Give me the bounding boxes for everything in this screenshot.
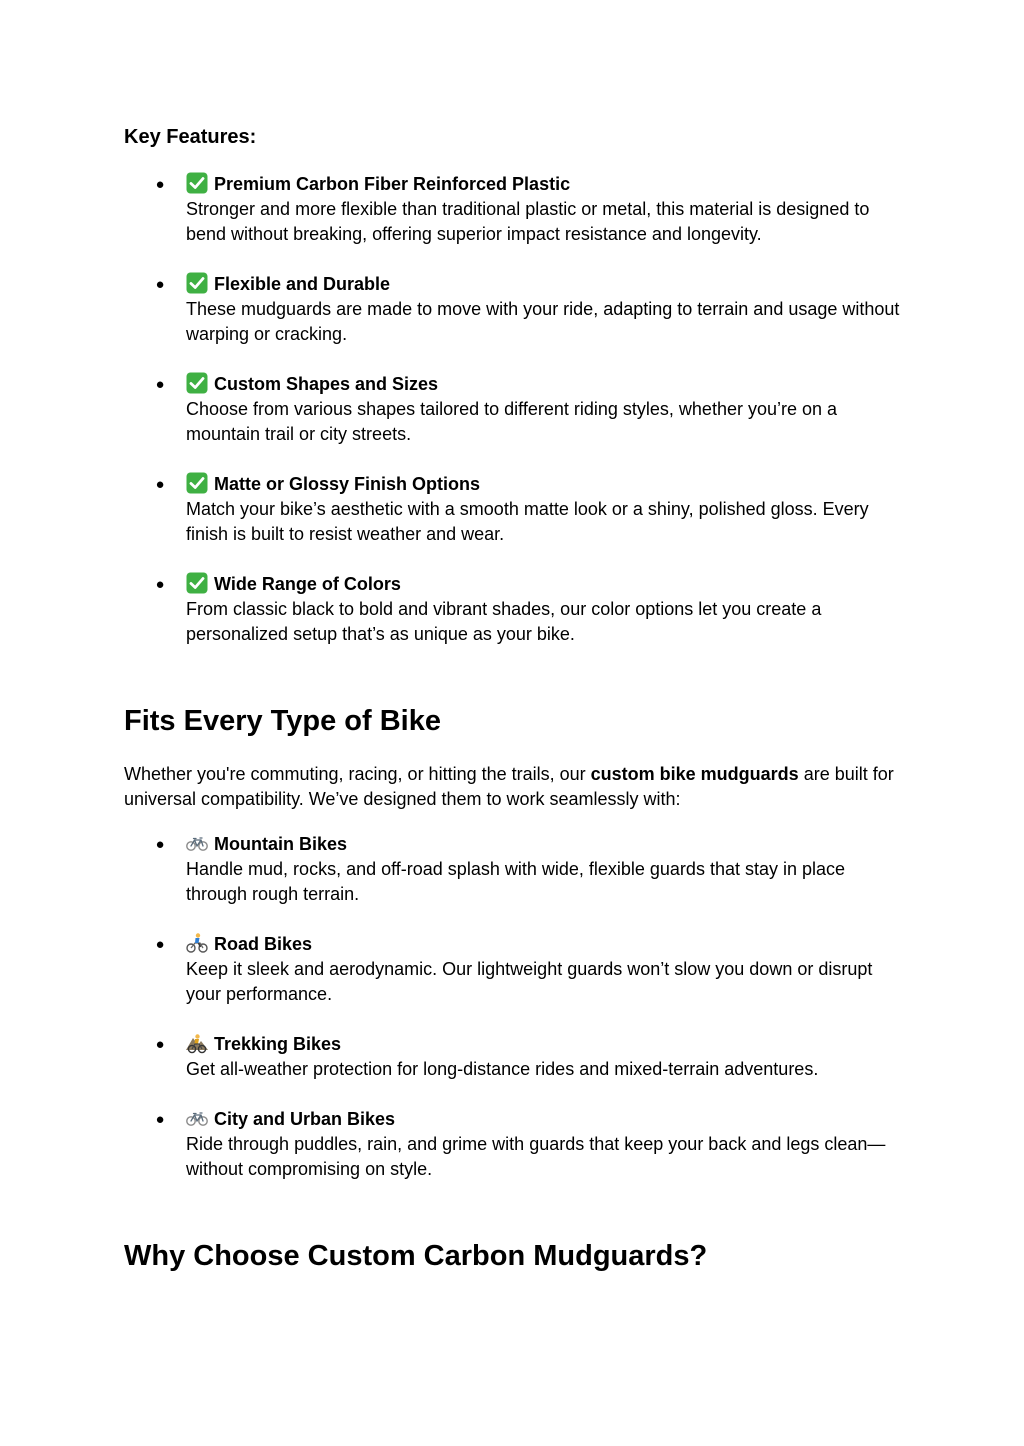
bullet-icon: ● bbox=[155, 1036, 165, 1053]
bullet-icon: ● bbox=[155, 376, 165, 393]
why-section-heading: Why Choose Custom Carbon Mudguards? bbox=[124, 1240, 708, 1272]
bike-type-list-item bbox=[155, 832, 906, 907]
check-mark-icon bbox=[186, 372, 208, 394]
feature-description: Choose from various shapes tailored to different riding styles, whether you’re on a mountain trail or city streets. bbox=[186, 399, 838, 444]
feature-description: Match your bike’s aesthetic with a smooth matte look or a shiny, polished gloss. Every finish is built to resist weather and wear. bbox=[186, 499, 869, 544]
bike-type-list-item bbox=[155, 1032, 906, 1082]
bike-type-description: Get all-weather protection for long-distance rides and mixed-terrain adventures. bbox=[186, 1059, 819, 1079]
key-features-heading: Key Features: bbox=[124, 126, 257, 148]
bicycle-icon bbox=[186, 832, 208, 854]
feature-description: Stronger and more flexible than traditional plastic or metal, this material is designed to bend without breaking, offering superior impact resistance and longevity. bbox=[186, 199, 870, 244]
feature-list-item bbox=[155, 172, 906, 247]
bike-type-description: Handle mud, rocks, and off-road splash with wide, flexible guards that stay in place through rough terrain. bbox=[186, 859, 846, 904]
mountain-biker-icon bbox=[186, 1032, 208, 1054]
bicycle-icon bbox=[186, 1107, 208, 1129]
feature-list-item bbox=[155, 572, 906, 647]
bike-type-title: Mountain Bikes bbox=[214, 834, 348, 854]
feature-list-item bbox=[155, 272, 906, 347]
check-mark-icon bbox=[186, 272, 208, 294]
check-mark-icon bbox=[186, 572, 208, 594]
bullet-icon: ● bbox=[155, 1111, 165, 1128]
fits-section-heading: Fits Every Type of Bike bbox=[124, 705, 441, 737]
bike-type-title: Trekking Bikes bbox=[214, 1034, 342, 1054]
bike-type-list-item bbox=[155, 1107, 906, 1182]
feature-title: Premium Carbon Fiber Reinforced Plastic bbox=[214, 174, 571, 194]
feature-title: Matte or Glossy Finish Options bbox=[214, 474, 481, 494]
feature-title: Flexible and Durable bbox=[214, 274, 391, 294]
person-biking-icon bbox=[186, 932, 208, 954]
bullet-icon: ● bbox=[155, 176, 165, 193]
bike-type-list-item bbox=[155, 932, 906, 1007]
feature-description: These mudguards are made to move with your ride, adapting to terrain and usage without warping or cracking. bbox=[186, 299, 900, 344]
bike-type-title: Road Bikes bbox=[214, 934, 313, 954]
bullet-icon: ● bbox=[155, 836, 165, 853]
feature-list-item bbox=[155, 372, 906, 447]
intro-text: Whether you're commuting, racing, or hitting the trails, our bbox=[124, 764, 591, 784]
bullet-icon: ● bbox=[155, 276, 165, 293]
feature-description: From classic black to bold and vibrant shades, our color options let you create a personalized setup that’s as unique as your bike. bbox=[186, 599, 822, 644]
check-mark-icon bbox=[186, 172, 208, 194]
check-mark-icon bbox=[186, 472, 208, 494]
bike-type-description: Ride through puddles, rain, and grime with guards that keep your back and legs clean—without compromising on style. bbox=[186, 1134, 886, 1179]
feature-title: Wide Range of Colors bbox=[214, 574, 401, 594]
bike-type-title: City and Urban Bikes bbox=[214, 1109, 396, 1129]
bike-type-description: Keep it sleek and aerodynamic. Our lightweight guards won’t slow you down or disrupt your performance. bbox=[186, 959, 873, 1004]
intro-bold-text: custom bike mudguards bbox=[590, 764, 799, 784]
fits-intro-paragraph bbox=[124, 762, 894, 812]
bullet-icon: ● bbox=[155, 476, 165, 493]
feature-title: Custom Shapes and Sizes bbox=[214, 374, 439, 394]
bullet-icon: ● bbox=[155, 936, 165, 953]
bullet-icon: ● bbox=[155, 576, 165, 593]
feature-list-item bbox=[155, 472, 906, 547]
intro-text: are built for universal compatibility. We’ve designed them to work seamlessly with: bbox=[124, 764, 894, 809]
